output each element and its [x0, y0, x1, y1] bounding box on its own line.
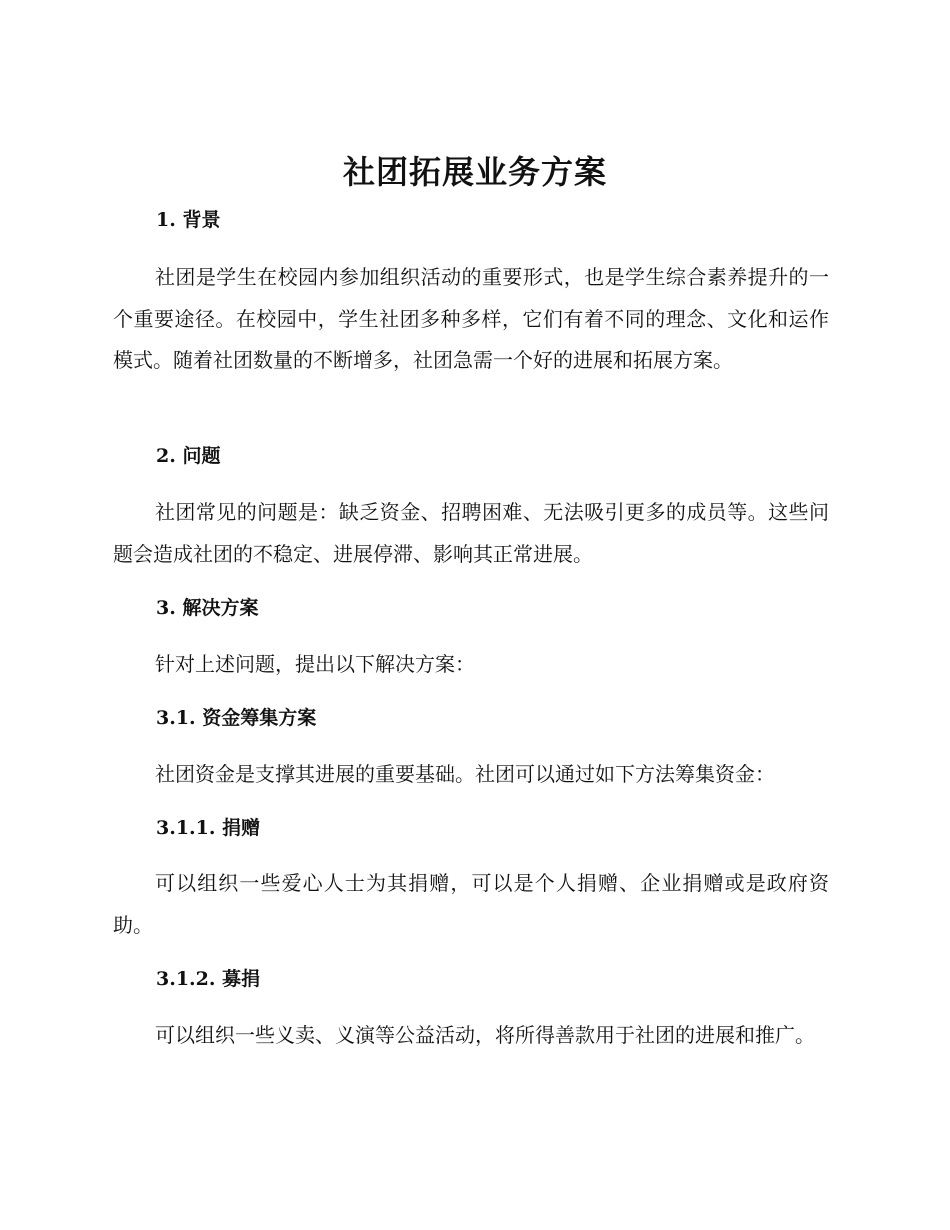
section-text-background: 社团是学生在校园内参加组织活动的重要形式，也是学生综合素养提升的一个重要途径。在校园中，学生社团多种多样，它们有着不同的理念、文化和运作模式。随着社团数量的不断增多，社团急需一个好的进展和拓展方案。 [113, 265, 829, 372]
section-text-fundraising: 社团资金是支撑其进展的重要基础。社团可以通过如下方法筹集资金： [155, 762, 775, 786]
section-heading-problem: 2. 问题 [156, 445, 221, 467]
section-heading-fundraising: 3.1. 资金筹集方案 [156, 707, 317, 729]
section-heading-donation: 3.1.1. 捐赠 [156, 817, 261, 839]
section-heading-background: 1. 背景 [156, 209, 221, 231]
section-heading-solution: 3. 解决方案 [156, 597, 259, 619]
section-text-donation: 可以组织一些爱心人士为其捐赠，可以是个人捐赠、企业捐赠或是政府资助。 [113, 871, 829, 937]
section-text-solution: 针对上述问题，提出以下解决方案： [155, 652, 475, 676]
section-text-charity: 可以组织一些义卖、义演等公益活动，将所得善款用于社团的进展和推广。 [155, 1023, 815, 1047]
section-text-problem: 社团常见的问题是：缺乏资金、招聘困难、无法吸引更多的成员等。这些问题会造成社团的不稳定、进展停滞、影响其正常进展。 [113, 500, 829, 566]
section-heading-charity: 3.1.2. 募捐 [156, 968, 261, 990]
document-title: 社团拓展业务方案 [342, 153, 607, 191]
